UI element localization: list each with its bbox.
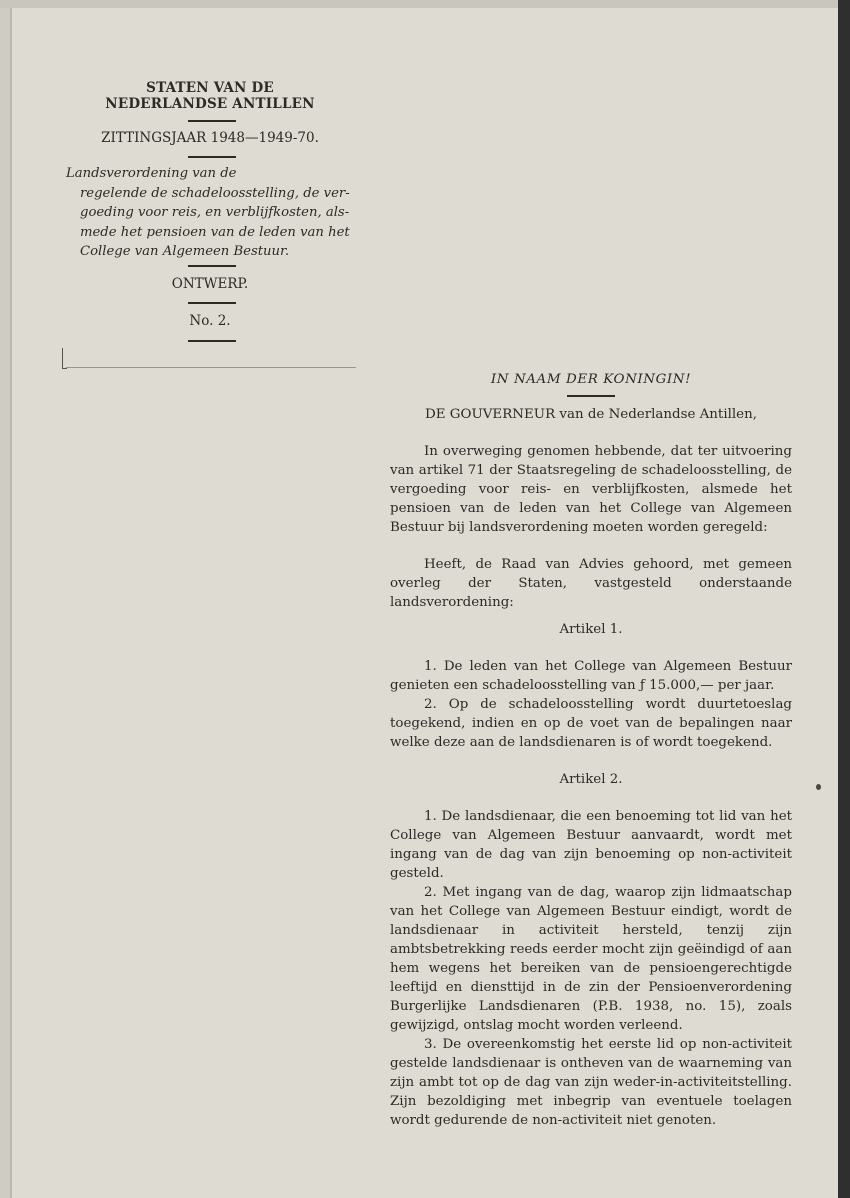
article-1-paragraph-2: 2. Op de schadeloosstelling wordt duurtetoeslag toegekend, indien en op de voet van de bepalingen naar welke deze aan de landsdienaren is of wordt toegekend. xyxy=(390,696,792,750)
divider xyxy=(188,120,236,122)
subject-line: Landsverordening van de xyxy=(66,166,237,181)
org-line-2: NEDERLANDSE ANTILLEN xyxy=(105,96,315,112)
invocation: IN NAAM DER KONINGIN! xyxy=(490,372,692,387)
governor-line: DE GOUVERNEUR van de Nederlandse Antillen, xyxy=(425,406,757,422)
issuing-body xyxy=(60,80,360,112)
article-2-paragraph-1: 1. De landsdienaar, die een benoeming tot lid van het College van Algemeen Bestuur aanvaardt, wordt met ingang van de dag van zijn benoeming op non-activiteit gesteld. xyxy=(390,808,792,881)
subject-line: goeding voor reis, en verblijfkosten, als- xyxy=(80,205,350,220)
scan-right-edge xyxy=(838,0,850,1198)
divider xyxy=(188,265,236,267)
ordinance-body xyxy=(390,370,792,1130)
draft-label: ONTWERP. xyxy=(171,276,249,292)
fold-line xyxy=(66,367,356,368)
scan-top-edge xyxy=(0,0,850,8)
divider xyxy=(188,302,236,304)
corner-mark xyxy=(62,348,67,369)
ordinance-subject xyxy=(66,164,362,262)
article-1-title: Artikel 1. xyxy=(559,621,623,637)
subject-line: mede het pensioen van de leden van het xyxy=(80,224,350,240)
document-number: No. 2. xyxy=(189,313,231,329)
org-line-1: STATEN VAN DE xyxy=(146,80,274,96)
session-year: ZITTINGSJAAR 1948—1949-70. xyxy=(101,130,319,146)
article-2-paragraph-2: 2. Met ingang van de dag, waarop zijn lidmaatschap van het College van Algemeen Bestuur eindigt, wordt de landsdienaar in activiteit hersteld, tenzij zijn ambtsbetrekking reeds eerder mocht zijn geëindigd of aan hem wegens het bereiken van de pensioengerechtigde leeftijd en diensttijd in de zin der Pensioenverordening Burgerlijke Landsdienaren (P.B. 1938, no. 15), zoals gewijzigd, ontslag mocht worden verleend. xyxy=(390,884,792,1033)
subject-line: regelende de schadeloosstelling, de ver- xyxy=(80,185,350,201)
enacting-paragraph: Heeft, de Raad van Advies gehoord, met gemeen overleg der Staten, vastgesteld onderstaande landsverordening: xyxy=(390,556,792,610)
divider xyxy=(188,156,236,158)
subject-line: College van Algemeen Bestuur. xyxy=(80,244,290,259)
divider xyxy=(567,395,615,397)
considering-paragraph: In overweging genomen hebbende, dat ter uitvoering van artikel 71 der Staatsregeling de schadeloosstelling, de vergoeding voor reis- en verblijfkosten, alsmede het pensioen van de leden van het College van Algemeen Bestuur bij landsverordening moeten worden geregeld: xyxy=(390,443,792,535)
ink-speck xyxy=(816,784,821,790)
article-2-paragraph-3: 3. De overeenkomstig het eerste lid op non-activiteit gestelde landsdienaar is ontheven van de waarneming van zijn ambt tot op de dag van zijn weder-in-activiteitstelling. Zijn bezoldiging met inbegrip van eventuele toelagen wordt gedurende de non-activiteit niet genoten. xyxy=(390,1036,792,1128)
article-2-title: Artikel 2. xyxy=(559,771,623,787)
divider xyxy=(188,340,236,342)
article-1-paragraph-1: 1. De leden van het College van Algemeen Bestuur genieten een schadeloosstelling van ƒ 15.000,— per jaar. xyxy=(390,658,792,693)
